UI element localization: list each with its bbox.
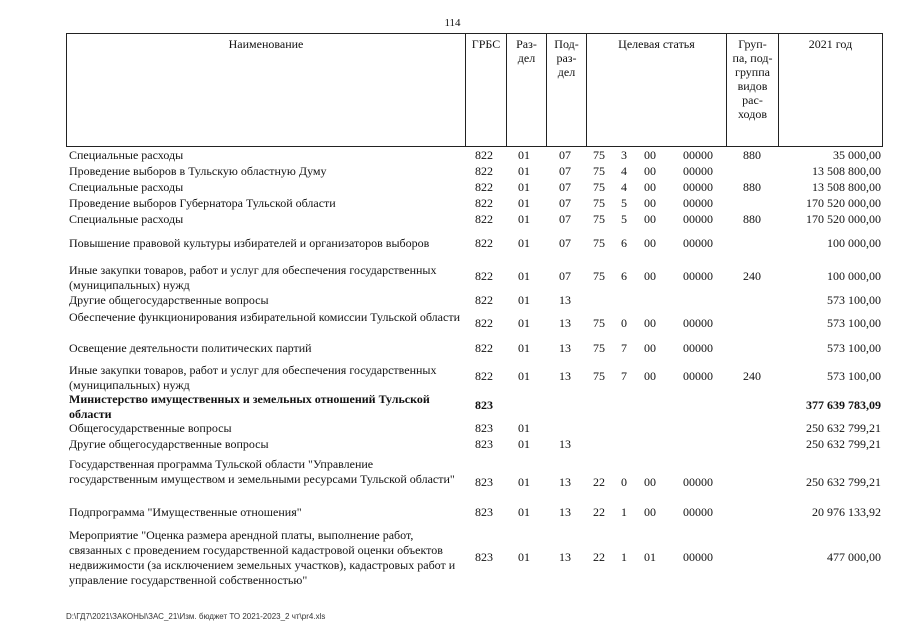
cell-t3: 00 — [644, 341, 656, 355]
cell-grbs: 822 — [475, 180, 493, 194]
cell-t3: 00 — [644, 369, 656, 383]
cell-t3: 00 — [644, 196, 656, 210]
cell-grbs: 822 — [475, 236, 493, 250]
page-number: 114 — [444, 17, 461, 29]
cell-rz: 01 — [518, 212, 530, 226]
cell-grbs: 822 — [475, 148, 493, 162]
cell-t3: 00 — [644, 475, 656, 489]
cell-pr: 13 — [559, 293, 571, 307]
cell-t4: 00000 — [683, 180, 713, 194]
header-razdel-line: дел — [517, 51, 536, 65]
cell-rz: 01 — [518, 341, 530, 355]
cell-t1: 75 — [593, 369, 605, 383]
cell-name: Специальные расходы — [69, 180, 184, 194]
cell-t1: 75 — [593, 316, 605, 330]
cell-pr: 07 — [559, 164, 571, 178]
header-group — [727, 34, 779, 146]
cell-grbs: 822 — [475, 164, 493, 178]
cell-pr: 13 — [559, 316, 571, 330]
cell-pr: 07 — [559, 269, 571, 283]
header-podrazdel — [547, 34, 587, 146]
cell-amt: 100 000,00 — [827, 236, 881, 250]
cell-amt: 170 520 000,00 — [806, 212, 881, 226]
cell-t2: 0 — [621, 316, 627, 330]
header-grbs: ГРБС — [466, 34, 507, 146]
cell-pr: 13 — [559, 437, 571, 451]
cell-t4: 00000 — [683, 236, 713, 250]
cell-amt: 573 100,00 — [827, 369, 881, 383]
cell-pr: 07 — [559, 196, 571, 210]
cell-name: Подпрограмма "Имущественные отношения" — [69, 505, 302, 519]
cell-amt: 477 000,00 — [827, 550, 881, 564]
cell-rz: 01 — [518, 148, 530, 162]
header-razdel-line: Раз- — [516, 37, 537, 51]
cell-t1: 75 — [593, 236, 605, 250]
header-group-line: па, под- — [732, 51, 773, 65]
cell-rz: 01 — [518, 316, 530, 330]
cell-name: Проведение выборов Губернатора Тульской области — [69, 196, 336, 210]
cell-amt: 250 632 799,21 — [806, 437, 881, 451]
cell-t3: 00 — [644, 148, 656, 162]
cell-grbs: 822 — [475, 212, 493, 226]
cell-grp: 880 — [743, 212, 761, 226]
cell-pr: 07 — [559, 212, 571, 226]
cell-rz: 01 — [518, 180, 530, 194]
header-podrazdel-line: дел — [557, 65, 576, 79]
cell-t4: 00000 — [683, 269, 713, 283]
cell-t4: 00000 — [683, 475, 713, 489]
cell-t4: 00000 — [683, 316, 713, 330]
cell-amt: 13 508 800,00 — [812, 180, 881, 194]
cell-t4: 00000 — [683, 196, 713, 210]
cell-rz: 01 — [518, 269, 530, 283]
cell-name: Повышение правовой культуры избирателей и организаторов выборов — [69, 236, 430, 250]
cell-t4: 00000 — [683, 505, 713, 519]
cell-t2: 6 — [621, 236, 627, 250]
cell-t3: 00 — [644, 269, 656, 283]
cell-t1: 75 — [593, 180, 605, 194]
cell-rz: 01 — [518, 421, 530, 435]
cell-grp: 240 — [743, 369, 761, 383]
cell-t2: 5 — [621, 196, 627, 210]
cell-pr: 07 — [559, 236, 571, 250]
cell-t2: 6 — [621, 269, 627, 283]
cell-t1: 75 — [593, 164, 605, 178]
cell-pr: 13 — [559, 505, 571, 519]
cell-t4: 00000 — [683, 341, 713, 355]
cell-amt: 35 000,00 — [833, 148, 881, 162]
cell-rz: 01 — [518, 550, 530, 564]
cell-t1: 75 — [593, 148, 605, 162]
cell-t1: 75 — [593, 341, 605, 355]
cell-pr: 07 — [559, 148, 571, 162]
cell-grbs: 822 — [475, 341, 493, 355]
cell-t4: 00000 — [683, 164, 713, 178]
header-podrazdel-line: раз- — [556, 51, 577, 65]
cell-t4: 00000 — [683, 212, 713, 226]
header-podrazdel-line: Под- — [554, 37, 579, 51]
cell-grbs: 822 — [475, 196, 493, 210]
cell-t2: 4 — [621, 180, 627, 194]
header-group-line: видов — [737, 79, 768, 93]
header-name: Наименование — [67, 34, 466, 146]
cell-name: Другие общегосударственные вопросы — [69, 293, 269, 307]
cell-grbs: 822 — [475, 269, 493, 283]
table-header — [66, 33, 883, 147]
cell-amt: 250 632 799,21 — [806, 421, 881, 435]
cell-pr: 13 — [559, 369, 571, 383]
cell-name: Другие общегосударственные вопросы — [69, 437, 269, 451]
cell-t3: 00 — [644, 505, 656, 519]
cell-amt: 573 100,00 — [827, 316, 881, 330]
cell-name: Освещение деятельности политических партий — [69, 341, 312, 355]
cell-rz: 01 — [518, 293, 530, 307]
cell-rz: 01 — [518, 196, 530, 210]
cell-t4: 00000 — [683, 148, 713, 162]
cell-grbs: 823 — [475, 475, 493, 489]
cell-t4: 00000 — [683, 550, 713, 564]
file-path-footer: D:\ГД7\2021\ЗАКОНЫ\ЗАС_21\Изм. бюджет ТО 2021-2023_2 чт\pr4.xls — [66, 612, 326, 621]
cell-amt: 100 000,00 — [827, 269, 881, 283]
cell-rz: 01 — [518, 236, 530, 250]
cell-grbs: 823 — [475, 505, 493, 519]
cell-amt: 170 520 000,00 — [806, 196, 881, 210]
cell-t3: 01 — [644, 550, 656, 564]
cell-amt: 573 100,00 — [827, 293, 881, 307]
cell-name: Иные закупки товаров, работ и услуг для обеспечения государственных (муниципальных) нужд — [69, 363, 437, 392]
cell-t3: 00 — [644, 236, 656, 250]
cell-grp: 880 — [743, 180, 761, 194]
cell-amt: 573 100,00 — [827, 341, 881, 355]
cell-pr: 13 — [559, 550, 571, 564]
cell-amt: 13 508 800,00 — [812, 164, 881, 178]
cell-name: Иные закупки товаров, работ и услуг для обеспечения государственных (муниципальных) нужд — [69, 263, 437, 292]
cell-t3: 00 — [644, 212, 656, 226]
cell-grbs: 822 — [475, 293, 493, 307]
cell-rz: 01 — [518, 475, 530, 489]
cell-t2: 1 — [621, 550, 627, 564]
cell-name: Мероприятие "Оценка размера арендной платы, выполнение работ, связанных с проведением государственной кадастровой оценки объектов недвижимости (за исключением земельных участков), кадастровых работ и управление государственной собственностью" — [69, 528, 456, 587]
header-target: Целевая статья — [587, 34, 727, 146]
cell-t2: 1 — [621, 505, 627, 519]
cell-t2: 7 — [621, 369, 627, 383]
cell-grbs: 822 — [475, 316, 493, 330]
header-group-line: группа — [735, 65, 770, 79]
cell-t1: 22 — [593, 505, 605, 519]
cell-grp: 880 — [743, 148, 761, 162]
cell-amt: 20 976 133,92 — [812, 505, 881, 519]
cell-t2: 4 — [621, 164, 627, 178]
cell-pr: 13 — [559, 341, 571, 355]
cell-t3: 00 — [644, 316, 656, 330]
cell-name: Государственная программа Тульской области "Управление государственным имуществом и земельными ресурсами Тульской области" — [69, 457, 455, 486]
cell-t1: 22 — [593, 550, 605, 564]
cell-grbs: 823 — [475, 550, 493, 564]
cell-amt: 250 632 799,21 — [806, 475, 881, 489]
cell-t2: 5 — [621, 212, 627, 226]
cell-pr: 13 — [559, 475, 571, 489]
cell-t3: 00 — [644, 164, 656, 178]
header-group-line: рас- — [742, 93, 763, 107]
cell-grp: 240 — [743, 269, 761, 283]
header-group-line: Груп- — [738, 37, 767, 51]
cell-t1: 75 — [593, 196, 605, 210]
header-group-line: ходов — [738, 107, 767, 121]
cell-t2: 3 — [621, 148, 627, 162]
cell-t1: 75 — [593, 269, 605, 283]
cell-rz: 01 — [518, 369, 530, 383]
cell-rz: 01 — [518, 437, 530, 451]
cell-amt: 377 639 783,09 — [806, 398, 881, 412]
cell-name: Министерство имущественных и земельных отношений Тульской области — [69, 392, 430, 421]
cell-pr: 07 — [559, 180, 571, 194]
cell-name: Специальные расходы — [69, 212, 184, 226]
cell-name: Специальные расходы — [69, 148, 184, 162]
cell-grbs: 823 — [475, 437, 493, 451]
header-year: 2021 год — [808, 37, 853, 51]
cell-t2: 0 — [621, 475, 627, 489]
cell-t2: 7 — [621, 341, 627, 355]
cell-t3: 00 — [644, 180, 656, 194]
cell-name: Проведение выборов в Тульскую областную Думу — [69, 164, 327, 178]
cell-grbs: 823 — [475, 421, 493, 435]
cell-grbs: 822 — [475, 369, 493, 383]
cell-name: Обеспечение функционирования избирательной комиссии Тульской области — [69, 310, 460, 324]
cell-t1: 75 — [593, 212, 605, 226]
cell-t1: 22 — [593, 475, 605, 489]
cell-rz: 01 — [518, 505, 530, 519]
header-razdel — [507, 34, 547, 146]
cell-name: Общегосударственные вопросы — [69, 421, 232, 435]
cell-rz: 01 — [518, 164, 530, 178]
cell-t4: 00000 — [683, 369, 713, 383]
cell-grbs: 823 — [475, 398, 493, 412]
